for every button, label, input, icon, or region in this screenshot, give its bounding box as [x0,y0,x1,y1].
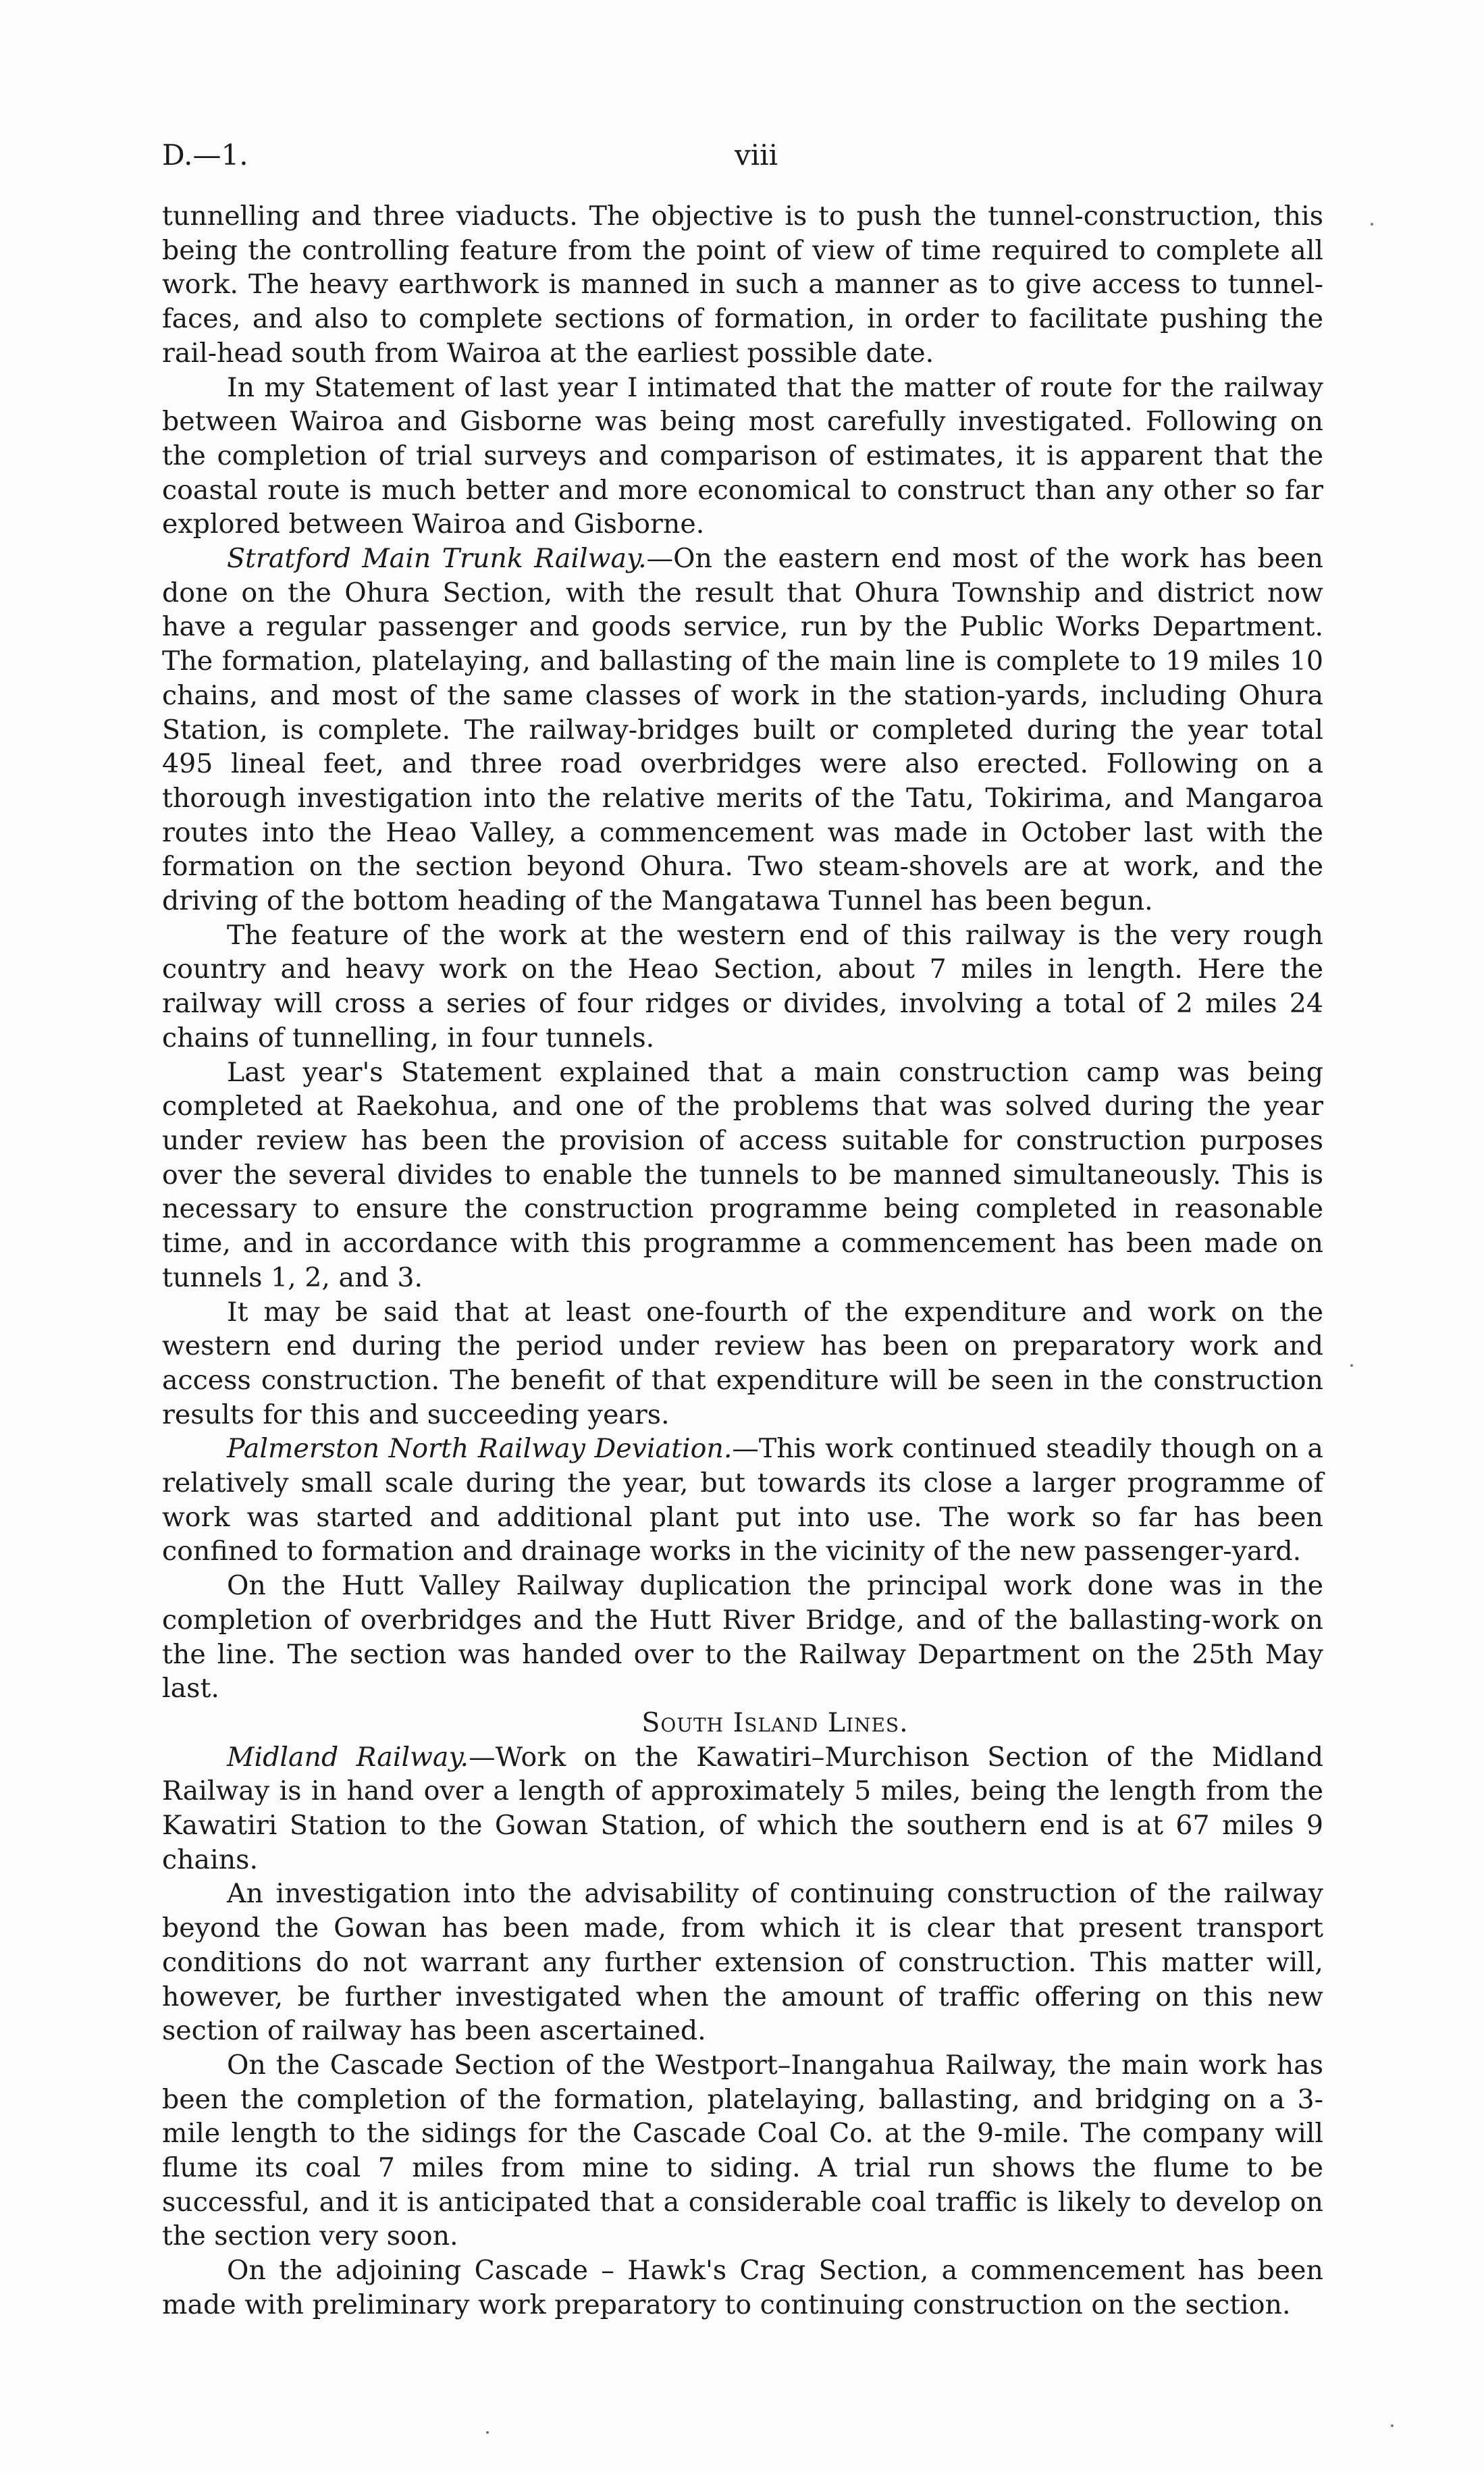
page-number: viii [734,138,778,172]
paragraph [162,2048,1323,2254]
paragraph [162,542,1323,918]
paragraph-text: On the Cascade Section of the Westport–Inangahua Railway, the main work has been the completion of the formation, platelaying, ballasting, and bridging on a 3-mile length to the sidings for the Cascade Coal Co. at the 9-mile. The company will flume its coal 7 miles from mine to siding. A trial run shows the flume to be successful, and it is anticipated that a considerable coal traffic is likely to develop on the section very soon. [162,2049,1323,2252]
scan-speck [1371,223,1373,226]
paragraph [162,1569,1323,1706]
paragraph-text: An investigation into the advisability of continuing construction of the railway beyond the Gowan has been made, from which it is clear that present transport conditions do not warrant any further extension of construction. This matter will, however, be further investigated when the amount of traffic offering on this new section of railway has been ascertained. [162,1878,1323,2047]
paragraph [162,1432,1323,1569]
paragraph [162,1877,1323,2048]
paragraph-text: On the Hutt Valley Railway duplication the principal work done was in the completion of overbridges and the Hutt River Bridge, and of the ballasting-work on the line. The section was handed over to the Railway Department on the 25th May last. [162,1570,1323,1704]
paragraph-text: The feature of the work at the western end of this railway is the very rough country and heavy work on the Heao Section, about 7 miles in length. Here the railway will cross a series of four ridges or divides, involving a total of 2 miles 24 chains of tunnelling, in four tunnels. [162,919,1323,1053]
document-reference: D.—1. [162,138,248,172]
scan-speck [1350,1364,1353,1367]
paragraph-text: —Work on the Kawatiri–Murchison Section of the Midland Railway is in hand over a length of approximately 5 miles, being the length from the Kawatiri Station to the Gowan Station, of which the southern end is at 67 miles 9 chains. [162,1741,1323,1875]
section-heading: South Island Lines. [641,1707,909,1738]
paragraph [162,1740,1323,1877]
paragraph-text: Last year's Statement explained that a main construction camp was being completed at Raekohua, and one of the problems that was solved during the year under review has been the provision of access suitable for construction purposes over the several divides to enable the tunnels to be manned simultaneously. This is necessary to ensure the construction programme being completed in reasonable time, and in accordance with this programme a commencement has been made on tunnels 1, 2, and 3. [162,1056,1323,1293]
paragraph-text: On the adjoining Cascade – Hawk's Crag Section, a commencement has been made with preliminary work preparatory to continuing construction on the section. [162,2255,1323,2320]
paragraph [162,1295,1323,1432]
scan-speck [1391,2424,1394,2427]
paragraph-lead: Palmerston North Railway Deviation. [227,1433,733,1465]
paragraph-text: —This work continued steadily though on a relatively small scale during the year, but towards its close a larger programme of work was started and additional plant put into use. The work so far has been confined to formation and drainage works in the vicinity of the new passenger-yard. [162,1433,1323,1567]
document-body [162,199,1323,2322]
paragraph-lead: Midland Railway. [227,1741,469,1773]
paragraph-text: —On the eastern end most of the work has been done on the Ohura Section, with the result that Ohura Township and district now have a regular passenger and goods service, run by the Public Works Department. The formation, platelaying, and ballasting of the main line is complete to 19 miles 10 chains, and most of the same classes of work in the station-yards, including Ohura Station, is complete. The railway-bridges built or completed during the year total 495 lineal feet, and three road overbridges were also erected. Following on a thorough investigation into the relative merits of the Tatu, Tokirima, and Mangaroa routes into the Heao Valley, a commencement was made in October last with the formation on the section beyond Ohura. Two steam-shovels are at work, and the driving of the bottom heading of the Mangatawa Tunnel has been begun. [162,543,1323,917]
scan-speck [486,2431,489,2434]
paragraph [162,918,1323,1056]
paragraph-text: tunnelling and three viaducts. The objective is to push the tunnel-construction, this being the controlling feature from the point of view of time required to complete all work. The heavy earthwork is manned in such a manner as to give access to tunnel-faces, and also to complete sections of formation, in order to facilitate pushing the rail-head south from Wairoa at the earliest possible date. [162,201,1323,369]
paragraph [162,2254,1323,2322]
paragraph-lead: Stratford Main Trunk Railway. [227,543,647,575]
paragraph-text: In my Statement of last year I intimated that the matter of route for the railway between Wairoa and Gisborne was being most carefully investigated. Following on the completion of trial surveys and comparison of estimates, it is apparent that the coastal route is much better and more economical to construct than any other so far explored between Wairoa and Gisborne. [162,371,1323,540]
paragraph-text: It may be said that at least one-fourth of the expenditure and work on the western end during the period under review has been on preparatory work and access construction. The benefit of that expenditure will be seen in the construction results for this and succeeding years. [162,1296,1323,1430]
paragraph [162,199,1323,371]
paragraph [162,1056,1323,1295]
paragraph [162,371,1323,542]
